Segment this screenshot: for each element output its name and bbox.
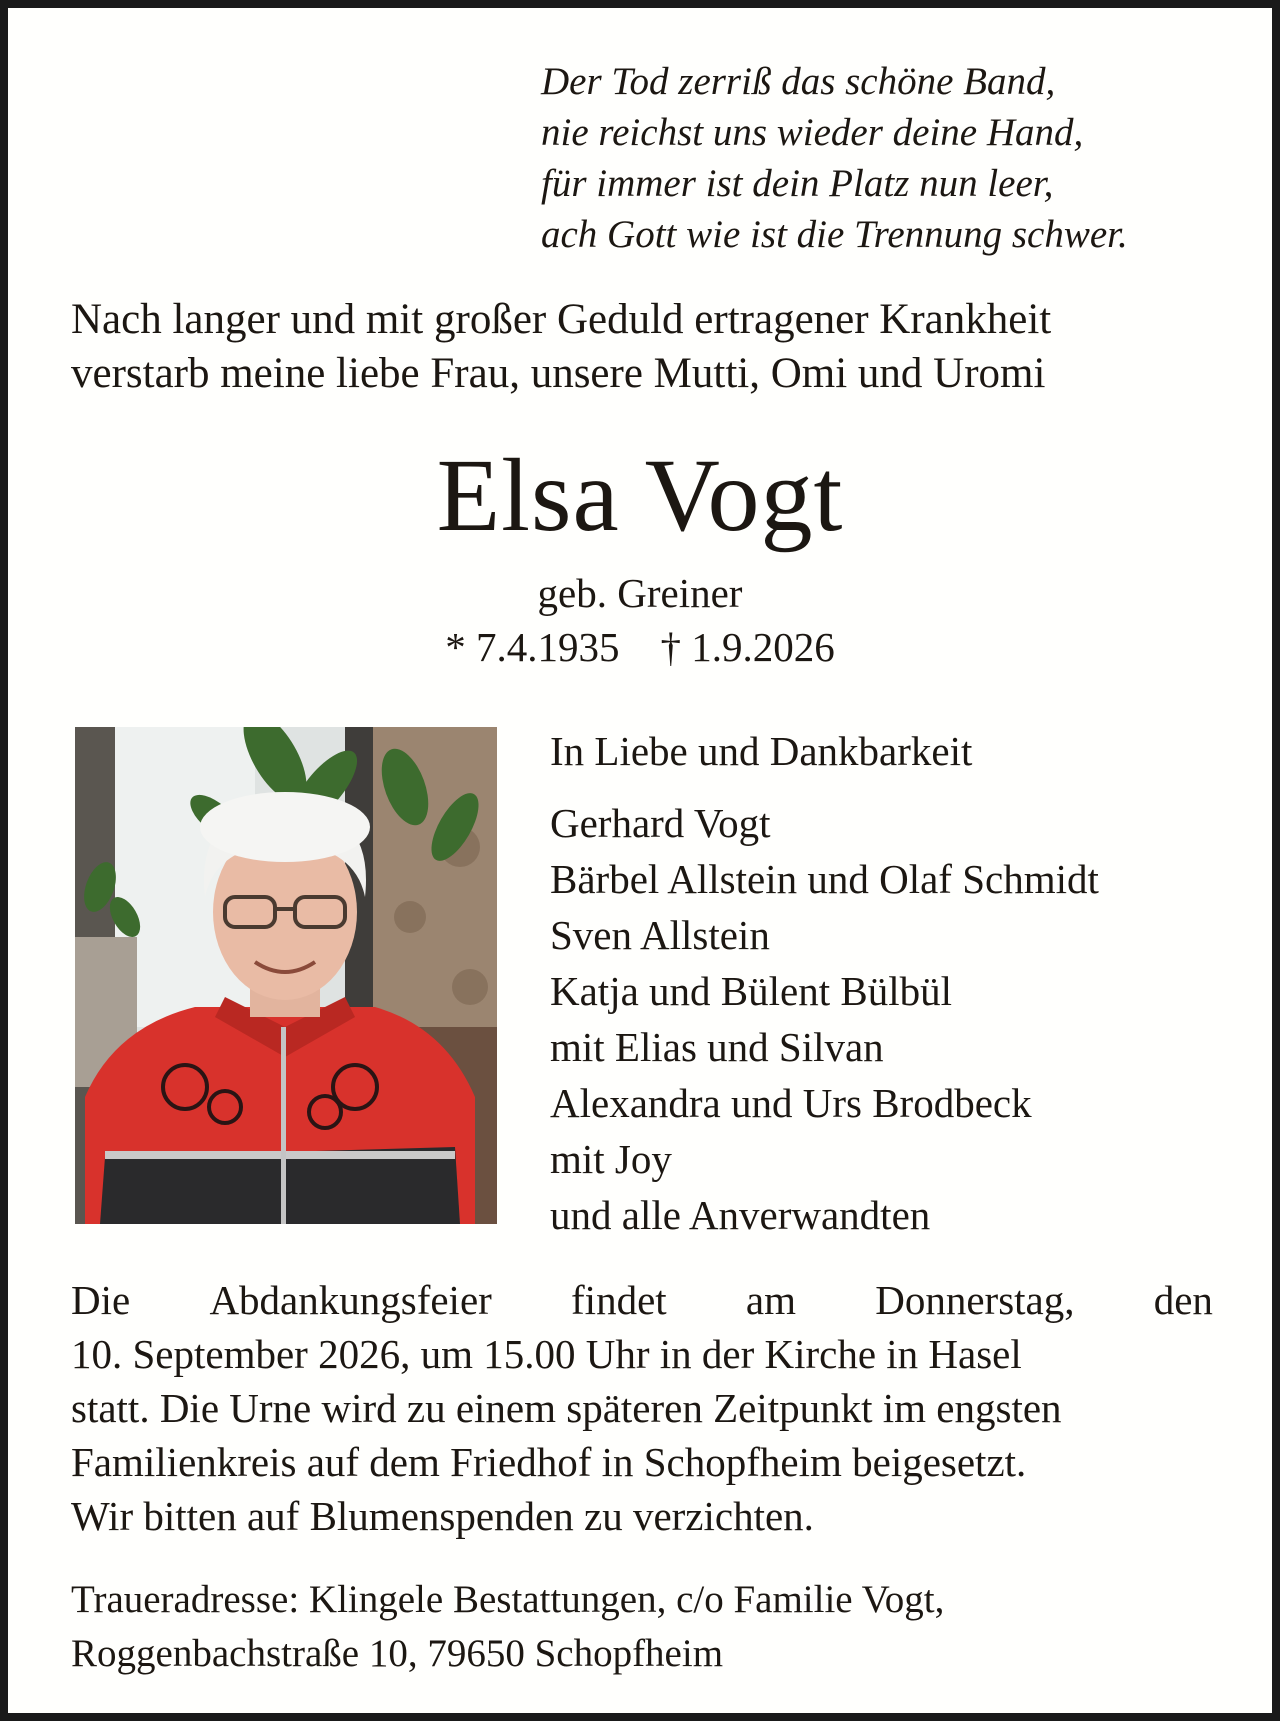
notice-line: Wir bitten auf Blumenspenden zu verzichten.	[71, 1493, 814, 1539]
family-lead: In Liebe und Dankbarkeit	[550, 728, 973, 774]
family-member: und alle Anverwandten	[550, 1192, 931, 1238]
notice-word: Donnerstag,	[875, 1277, 1075, 1323]
notice-line: 10. September 2026, um 15.00 Uhr in der Kirche in Hasel	[71, 1331, 1022, 1377]
family-member: mit Joy	[550, 1136, 672, 1182]
intro-line: verstarb meine liebe Frau, unsere Mutti, Omi und Uromi	[71, 350, 1046, 397]
obituary-notice	[8, 8, 1272, 1713]
poem-line: Der Tod zerriß das schöne Band,	[541, 60, 1056, 103]
notice-word: findet	[571, 1277, 667, 1323]
deceased-name: Elsa Vogt	[436, 438, 844, 553]
poem-line: für immer ist dein Platz nun leer,	[541, 162, 1054, 205]
address-line: Traueradresse: Klingele Bestattungen, c/o Familie Vogt,	[71, 1578, 945, 1621]
intro-line: Nach langer und mit großer Geduld ertragener Krankheit	[71, 296, 1052, 343]
poem	[541, 56, 1128, 260]
ceremony-notice	[71, 1273, 1213, 1543]
address-line: Roggenbachstraße 10, 79650 Schopfheim	[71, 1632, 724, 1675]
poem-line: nie reichst uns wieder deine Hand,	[541, 111, 1084, 154]
notice-line: statt. Die Urne wird zu einem späteren Zeitpunkt im engsten	[71, 1385, 1062, 1431]
notice-line: Familienkreis auf dem Friedhof in Schopfheim beigesetzt.	[71, 1439, 1027, 1485]
family-list	[550, 723, 1099, 1243]
mourning-address	[71, 1573, 944, 1681]
birth-name: geb. Greiner	[537, 570, 743, 616]
notice-word: Die	[71, 1277, 131, 1323]
portrait-illustration	[75, 727, 497, 1224]
family-member: Bärbel Allstein und Olaf Schmidt	[550, 856, 1099, 902]
intro-text	[71, 293, 1051, 401]
notice-line	[71, 1273, 1213, 1327]
notice-word: Abdankungsfeier	[209, 1277, 492, 1323]
portrait-photo	[75, 727, 497, 1224]
family-member: Alexandra und Urs Brodbeck	[550, 1080, 1032, 1126]
family-member: mit Elias und Silvan	[550, 1024, 884, 1070]
poem-line: ach Gott wie ist die Trennung schwer.	[541, 213, 1128, 256]
notice-word: den	[1153, 1277, 1213, 1323]
family-member: Sven Allstein	[550, 912, 770, 958]
notice-word: am	[745, 1277, 796, 1323]
life-dates: * 7.4.1935 † 1.9.2026	[445, 624, 835, 670]
family-member: Gerhard Vogt	[550, 800, 771, 846]
family-member: Katja und Bülent Bülbül	[550, 968, 952, 1014]
